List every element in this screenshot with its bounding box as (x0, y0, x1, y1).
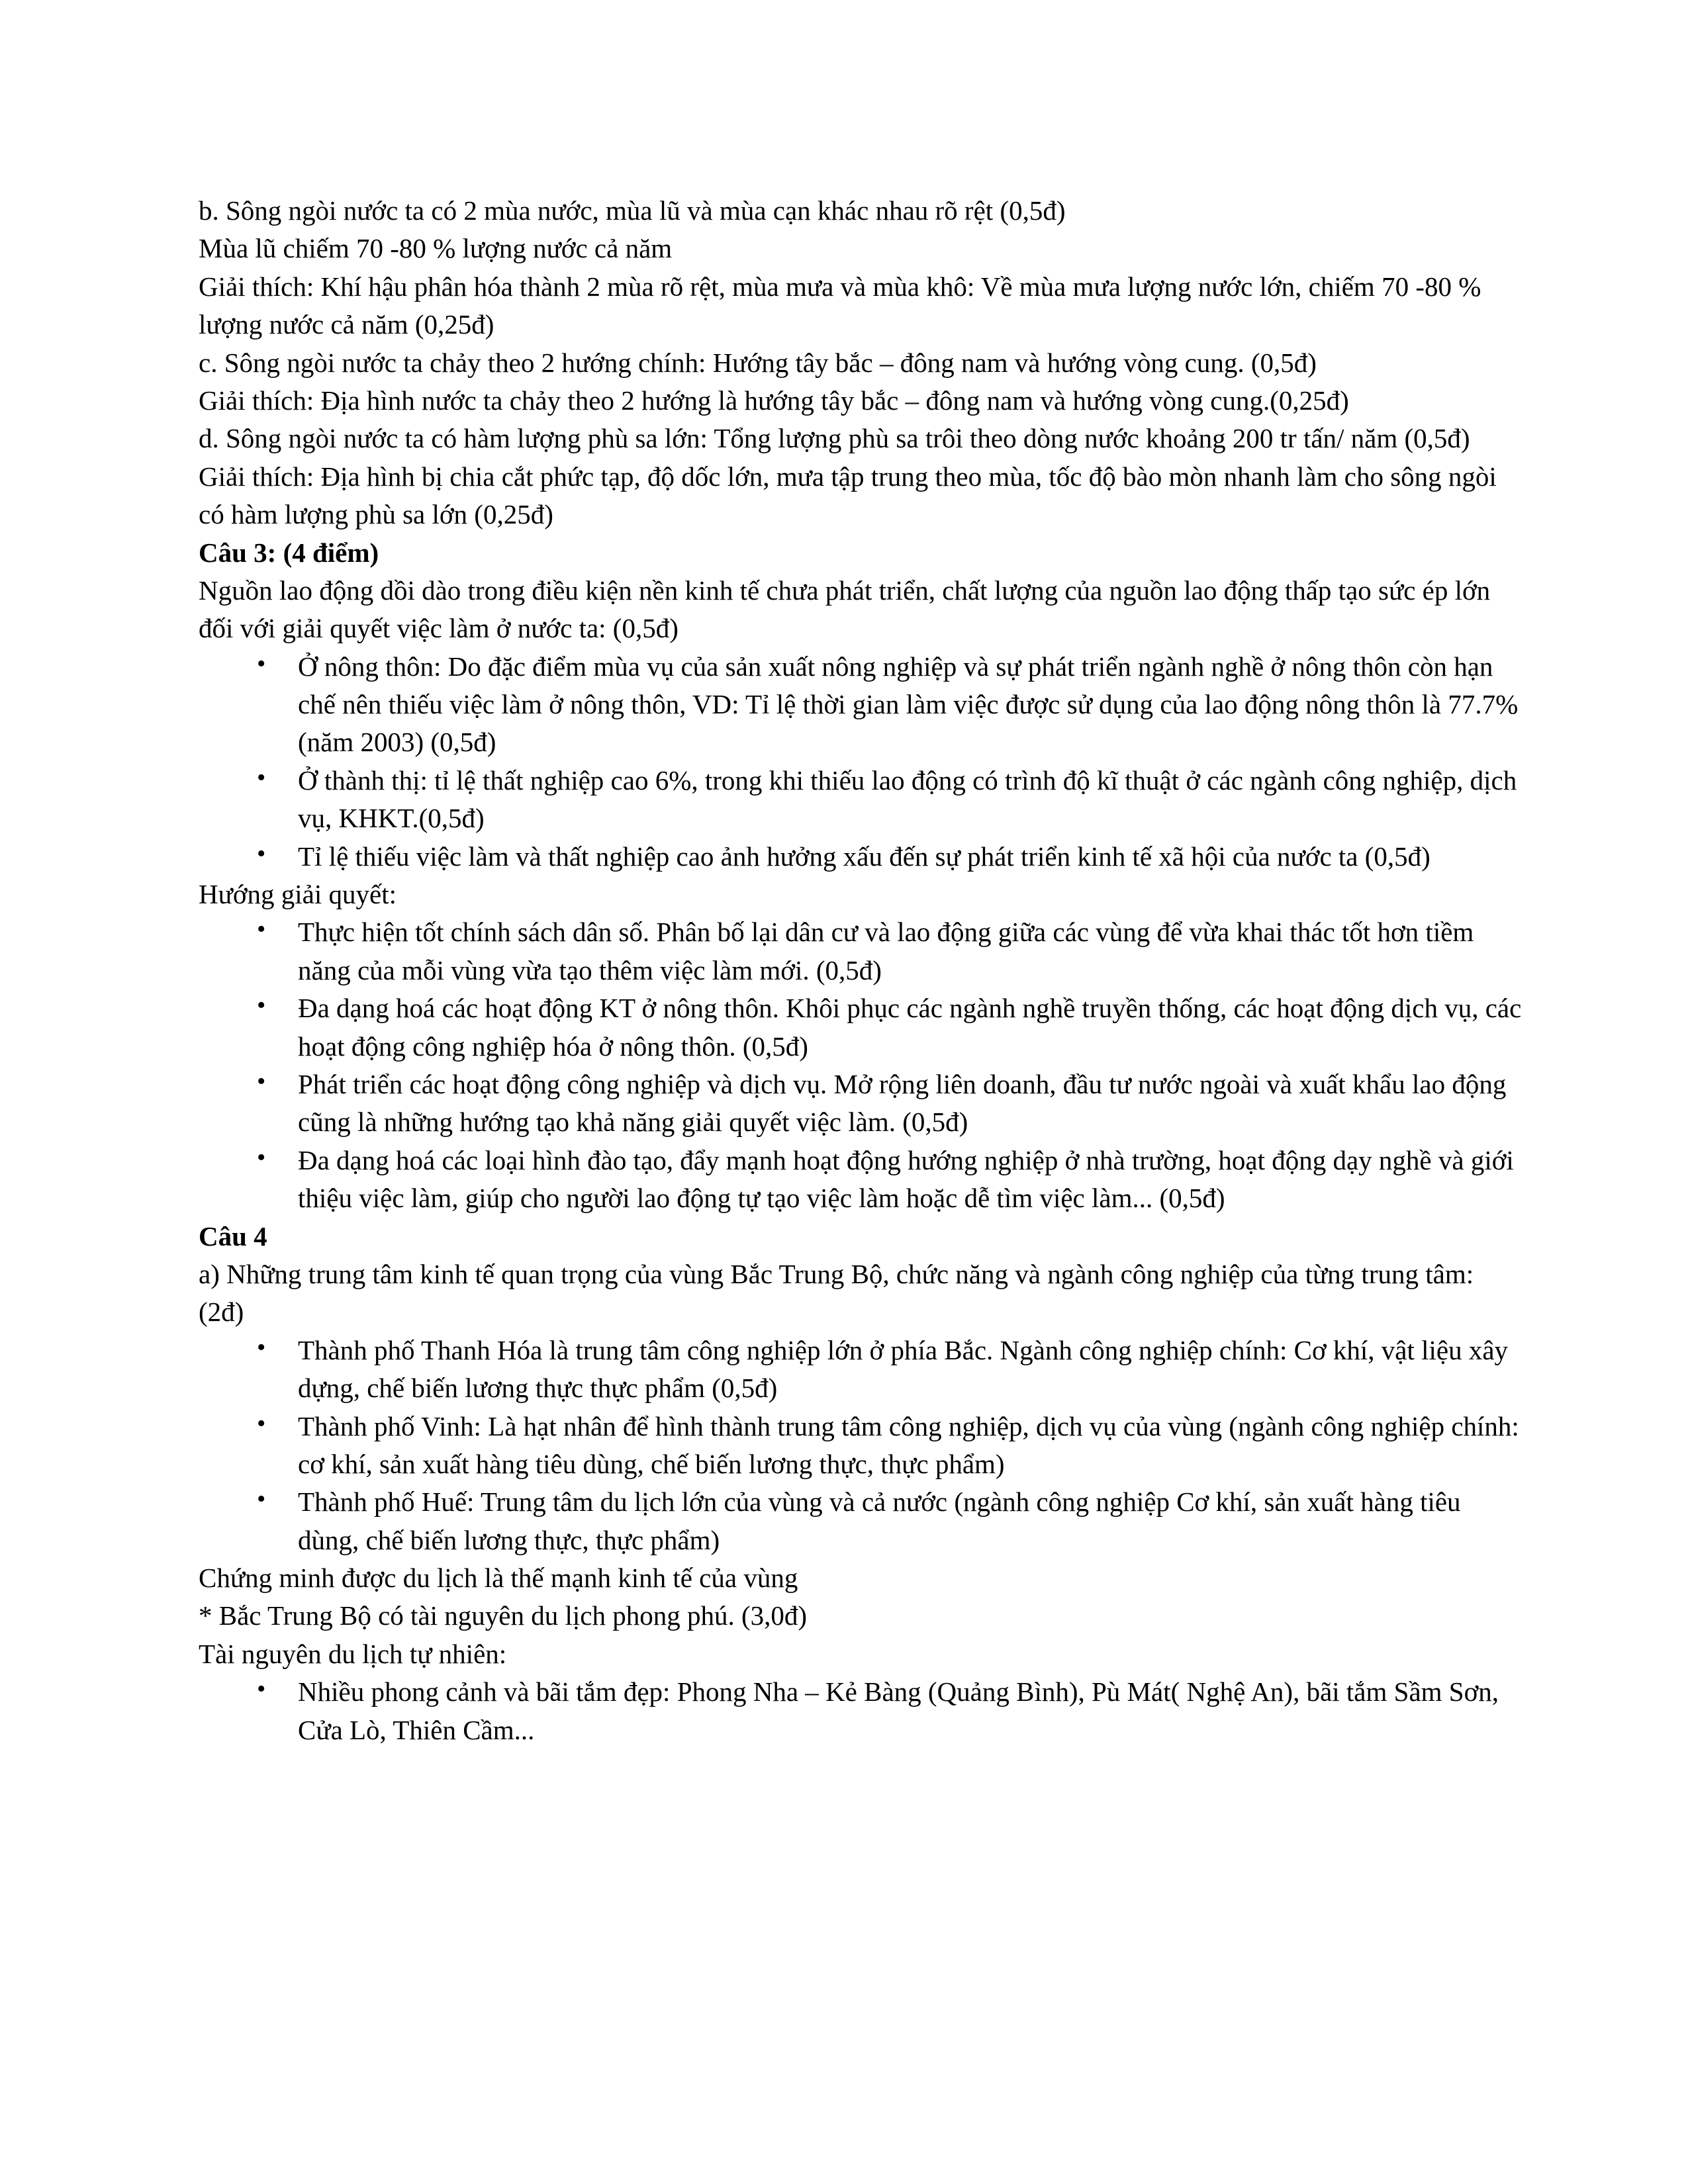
paragraph: Chứng minh được du lịch là thế mạnh kinh tế của vùng (199, 1563, 798, 1594)
paragraph: Giải thích: Địa hình nước ta chảy theo 2 hướng là hướng tây bắc – đông nam và hướng vòng cung.(0,25đ) (199, 385, 1349, 416)
list-item: • Đa dạng hoá các loại hình đào tạo, đẩy mạnh hoạt động hướng nghiệp ở nhà trường, hoạt động dạy nghề và giới thiệu việc làm, giúp cho người lao động tự tạo việc làm hoặc dễ tìm việc làm... (0,5đ) (199, 1142, 1523, 1218)
bullet-list (199, 913, 1523, 1217)
section-heading: Câu 4 (199, 1220, 267, 1251)
bullet-list (199, 1673, 1523, 1749)
paragraph: a) Những trung tâm kinh tế quan trọng của vùng Bắc Trung Bộ, chức năng và ngành công nghiệp của từng trung tâm: (2đ) (199, 1258, 1474, 1328)
paragraph: Giải thích: Khí hậu phân hóa thành 2 mùa rõ rệt, mùa mưa và mùa khô: Về mùa mưa lượng nước lớn, chiếm 70 -80 % lượng nước cả năm (0,25đ) (199, 271, 1481, 340)
document-body (199, 192, 1523, 1749)
list-item: • Ở thành thị: tỉ lệ thất nghiệp cao 6%, trong khi thiếu lao động có trình độ kĩ thuật ở các ngành công nghiệp, dịch vụ, KHKT.(0,5đ) (199, 762, 1523, 838)
paragraph: Giải thích: Địa hình bị chia cắt phức tạp, độ dốc lớn, mưa tập trung theo mùa, tốc độ bào mòn nhanh làm cho sông ngòi có hàm lượng phù sa lớn (0,25đ) (199, 461, 1497, 530)
paragraph: b. Sông ngòi nước ta có 2 mùa nước, mùa lũ và mùa cạn khác nhau rõ rệt (0,5đ) (199, 195, 1066, 226)
list-item: • Thành phố Thanh Hóa là trung tâm công nghiệp lớn ở phía Bắc. Ngành công nghiệp chính: Cơ khí, vật liệu xây dựng, chế biến lương thực thực phẩm (0,5đ) (199, 1332, 1523, 1408)
section-heading: Câu 3: (4 điểm) (199, 537, 379, 568)
list-item: • Tỉ lệ thiếu việc làm và thất nghiệp cao ảnh hưởng xấu đến sự phát triển kinh tế xã hội của nước ta (0,5đ) (199, 838, 1523, 876)
bullet-list (199, 1332, 1523, 1559)
paragraph: Nguồn lao động dồi dào trong điều kiện nền kinh tế chưa phát triển, chất lượng của nguồn lao động thấp tạo sức ép lớn đối với giải quyết việc làm ở nước ta: (0,5đ) (199, 574, 1491, 644)
paragraph: c. Sông ngòi nước ta chảy theo 2 hướng chính: Hướng tây bắc – đông nam và hướng vòng cung. (0,5đ) (199, 347, 1317, 378)
bullet-list (199, 648, 1523, 876)
list-item: • Ở nông thôn: Do đặc điểm mùa vụ của sản xuất nông nghiệp và sự phát triển ngành nghề ở nông thôn còn hạn chế nên thiếu việc làm ở nông thôn, VD: Tỉ lệ thời gian làm việc được sử dụng của lao động nông thôn là 77.7% (năm 2003) (0,5đ) (199, 648, 1523, 762)
paragraph: d. Sông ngòi nước ta có hàm lượng phù sa lớn: Tổng lượng phù sa trôi theo dòng nước khoảng 200 tr tấn/ năm (0,5đ) (199, 423, 1470, 454)
list-item: • Đa dạng hoá các hoạt động KT ở nông thôn. Khôi phục các ngành nghề truyền thống, các hoạt động dịch vụ, các hoạt động công nghiệp hóa ở nông thôn. (0,5đ) (199, 989, 1523, 1066)
paragraph: Mùa lũ chiếm 70 -80 % lượng nước cả năm (199, 233, 673, 264)
list-item: • Phát triển các hoạt động công nghiệp và dịch vụ. Mở rộng liên doanh, đầu tư nước ngoài và xuất khẩu lao động cũng là những hướng tạo khả năng giải quyết việc làm. (0,5đ) (199, 1066, 1523, 1142)
list-item: • Thành phố Vinh: Là hạt nhân để hình thành trung tâm công nghiệp, dịch vụ của vùng (ngành công nghiệp chính: cơ khí, sản xuất hàng tiêu dùng, chế biến lương thực, thực phẩm) (199, 1408, 1523, 1484)
list-item: • Thực hiện tốt chính sách dân số. Phân bố lại dân cư và lao động giữa các vùng để vừa khai thác tốt hơn tiềm năng của mỗi vùng vừa tạo thêm việc làm mới. (0,5đ) (199, 913, 1523, 989)
paragraph: Tài nguyên du lịch tự nhiên: (199, 1638, 507, 1669)
list-item: • Nhiều phong cảnh và bãi tắm đẹp: Phong Nha – Kẻ Bàng (Quảng Bình), Pù Mát( Nghệ An), bãi tắm Sầm Sơn, Cửa Lò, Thiên Cầm... (199, 1673, 1523, 1749)
paragraph: * Bắc Trung Bộ có tài nguyên du lịch phong phú. (3,0đ) (199, 1600, 808, 1631)
paragraph: Hướng giải quyết: (199, 879, 397, 910)
list-item: • Thành phố Huế: Trung tâm du lịch lớn của vùng và cả nước (ngành công nghiệp Cơ khí, sản xuất hàng tiêu dùng, chế biến lương thực, thực phẩm) (199, 1483, 1523, 1559)
